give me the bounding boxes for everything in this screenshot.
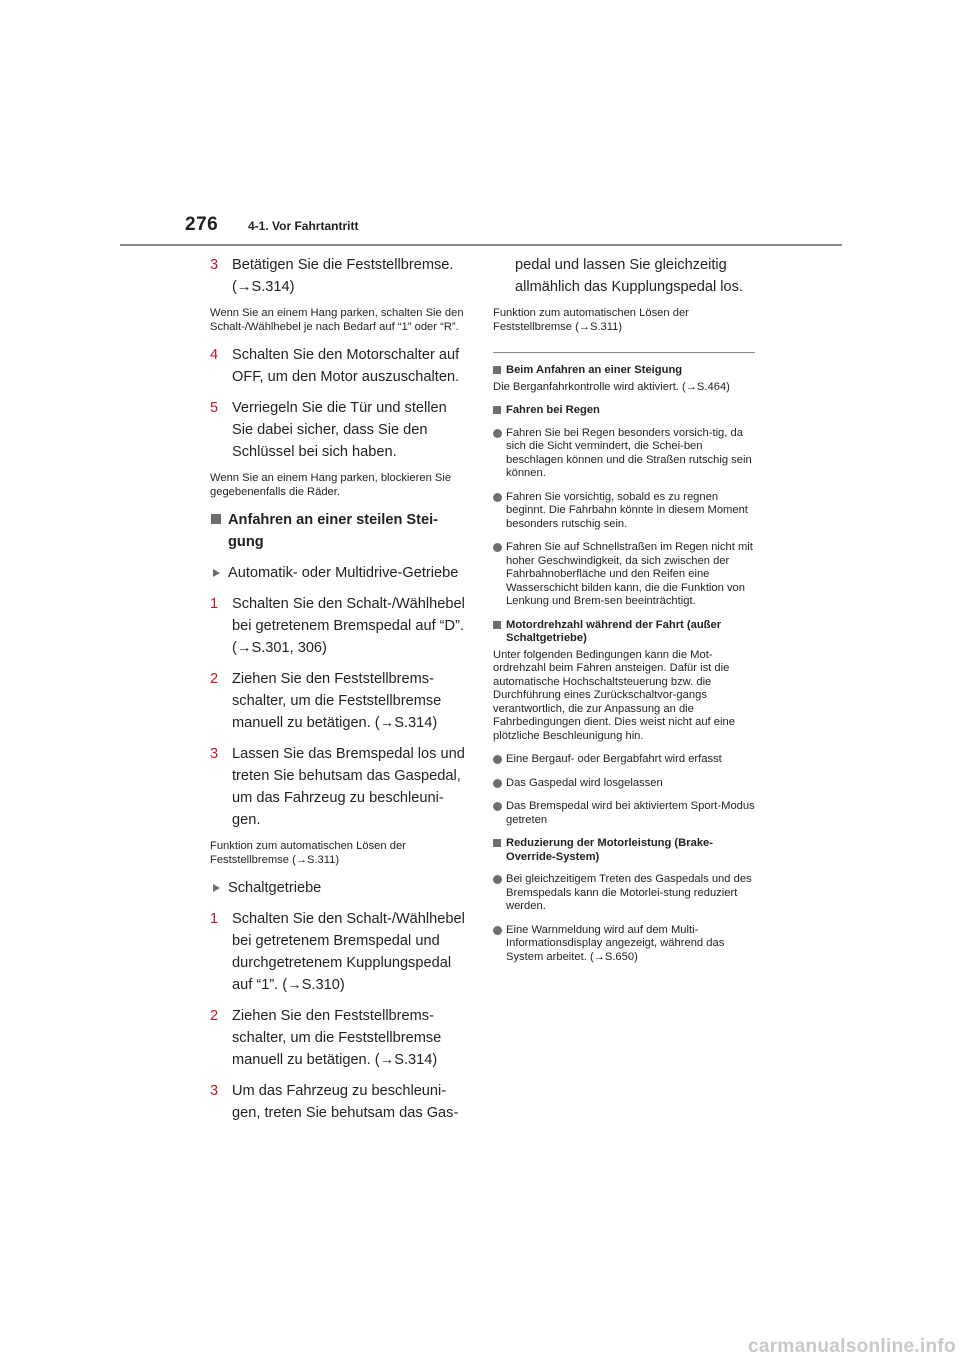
list-item: Bei gleichzeitigem Treten des Gaspedals und des Bremspedals kann die Motorlei-stung reduziert werden. [493, 873, 755, 914]
section-rule [493, 352, 755, 353]
note-auto-release: Funktion zum automatischen Lösen der Feststellbremse (→S.311) [210, 840, 406, 866]
list-item: Fahren Sie vorsichtig, sobald es zu regnen beginnt. Die Fahrbahn könnte in diesem Moment besonders rutschig sein. [493, 491, 755, 532]
list-item: Das Gaspedal wird losgelassen [493, 777, 755, 791]
list-item: Das Bremspedal wird bei aktiviertem Sport-Modus getreten [493, 800, 755, 827]
step-4: 4 Schalten Sie den Motorschalter auf OFF, um den Motor auszuschalten. [210, 344, 468, 388]
circle-bullet-icon [493, 802, 502, 811]
circle-bullet-icon [493, 779, 502, 788]
manual-step-3: 3 Um das Fahrzeug zu beschleuni- gen, treten Sie behutsam das Gas- [210, 1080, 468, 1124]
triangle-bullet-icon [213, 569, 220, 577]
circle-bullet-icon [493, 875, 502, 884]
auto-step-1: 1 Schalten Sie den Schalt-/Wählhebel bei getretenem Bremspedal auf “D”. (→S.301, 306) [210, 593, 468, 659]
note-block-wheels: Wenn Sie an einem Hang parken, blockieren Sie gegebenenfalls die Räder. [210, 472, 452, 498]
list-item: Eine Warnmeldung wird auf dem Multi-Informationsdisplay angezeigt, während das System arbeitet. (→S.650) [493, 924, 755, 965]
circle-bullet-icon [493, 926, 502, 935]
manual-step-2: 2 Ziehen Sie den Feststellbrems- schalter, um die Feststellbremse manuell zu betätigen. (→S.314) [210, 1005, 468, 1071]
note-slope-gear: Wenn Sie an einem Hang parken, schalten Sie den Schalt-/Wählhebel je nach Bedarf auf “1” oder “R”. [210, 307, 464, 333]
heading-rain: Fahren bei Regen [493, 404, 755, 418]
step-number: 3 [210, 257, 219, 273]
step-5: 5 Verriegeln Sie die Tür und stellen Sie dabei sicher, dass Sie den Schlüssel bei sich haben. [210, 397, 468, 463]
watermark: carmanualsonline.info [748, 1336, 956, 1357]
step-number: 3 [210, 1083, 219, 1099]
left-column [210, 254, 468, 1133]
step-continuation: pedal und lassen Sie gleichzeitig allmählich das Kupplungspedal los. [515, 257, 743, 295]
circle-bullet-icon [493, 429, 502, 438]
subheading-manual: Schaltgetriebe [210, 877, 468, 899]
square-bullet-icon [211, 514, 221, 524]
step-number: 5 [210, 400, 219, 416]
right-column [493, 254, 755, 974]
header-rule [120, 244, 842, 246]
heading-steep-start: Anfahren an einer steilen Stei- gung [210, 509, 468, 553]
square-bullet-icon [493, 839, 501, 847]
circle-bullet-icon [493, 493, 502, 502]
auto-step-3: 3 Lassen Sie das Bremspedal los und treten Sie behutsam das Gaspedal, um das Fahrzeug zu beschleuni- gen. [210, 743, 468, 831]
step-number: 2 [210, 1008, 219, 1024]
square-bullet-icon [493, 621, 501, 629]
manual-step-1: 1 Schalten Sie den Schalt-/Wählhebel bei getretenem Bremspedal und durchgetretenem Kupplungspedal auf “1”. (→S.310) [210, 908, 468, 996]
step-number: 4 [210, 347, 219, 363]
heading-engine-speed: Motordrehzahl während der Fahrt (außer Schaltgetriebe) [493, 619, 755, 646]
step-number: 2 [210, 671, 219, 687]
section-title: 4-1. Vor Fahrtantritt [248, 219, 359, 233]
heading-uphill-start: Beim Anfahren an einer Steigung [493, 364, 755, 378]
note-manual-release: Funktion zum automatischen Lösen der Feststellbremse (→S.311) [493, 307, 689, 333]
list-item: Fahren Sie auf Schnellstraßen im Regen nicht mit hoher Geschwindigkeit, da sich zwischen der Fahrbahnoberfläche und den Reifen eine Wasserschicht bilden kann, die die Funktion von Lenkung und Brem-sen beeinträchtigt. [493, 541, 755, 609]
engine-speed-text: Unter folgenden Bedingungen kann die Mot-ordrehzahl beim Fahren ansteigen. Dafür ist die automatische Hochschaltsteuerung bzw. die Durchführung eines Zurückschaltvor-gangs verantwortlich, die zur Anpassung an die Fahrbedingungen dient. Dies weist nicht auf eine plötzliche Beschleunigung hin. [493, 648, 735, 742]
uphill-text: Die Berganfahrkontrolle wird aktiviert. (→S.464) [493, 380, 730, 393]
step-3: 3 Betätigen Sie die Feststellbremse. (→S.314) [210, 254, 468, 298]
circle-bullet-icon [493, 755, 502, 764]
page-number: 276 [185, 214, 219, 235]
step-number: 1 [210, 911, 219, 927]
square-bullet-icon [493, 406, 501, 414]
subheading-automatic: Automatik- oder Multidrive-Getriebe [210, 562, 468, 584]
square-bullet-icon [493, 366, 501, 374]
step-number: 3 [210, 746, 219, 762]
list-item: Eine Bergauf- oder Bergabfahrt wird erfasst [493, 753, 755, 767]
auto-step-2: 2 Ziehen Sie den Feststellbrems- schalter, um die Feststellbremse manuell zu betätigen. (→S.314) [210, 668, 468, 734]
heading-brake-override: Reduzierung der Motorleistung (Brake-Override-System) [493, 837, 755, 864]
triangle-bullet-icon [213, 884, 220, 892]
list-item: Fahren Sie bei Regen besonders vorsich-tig, da sich die Sicht vermindert, die Schei-ben beschlagen können und die Straßen rutschig sein können. [493, 427, 755, 481]
step-number: 1 [210, 596, 219, 612]
circle-bullet-icon [493, 543, 502, 552]
